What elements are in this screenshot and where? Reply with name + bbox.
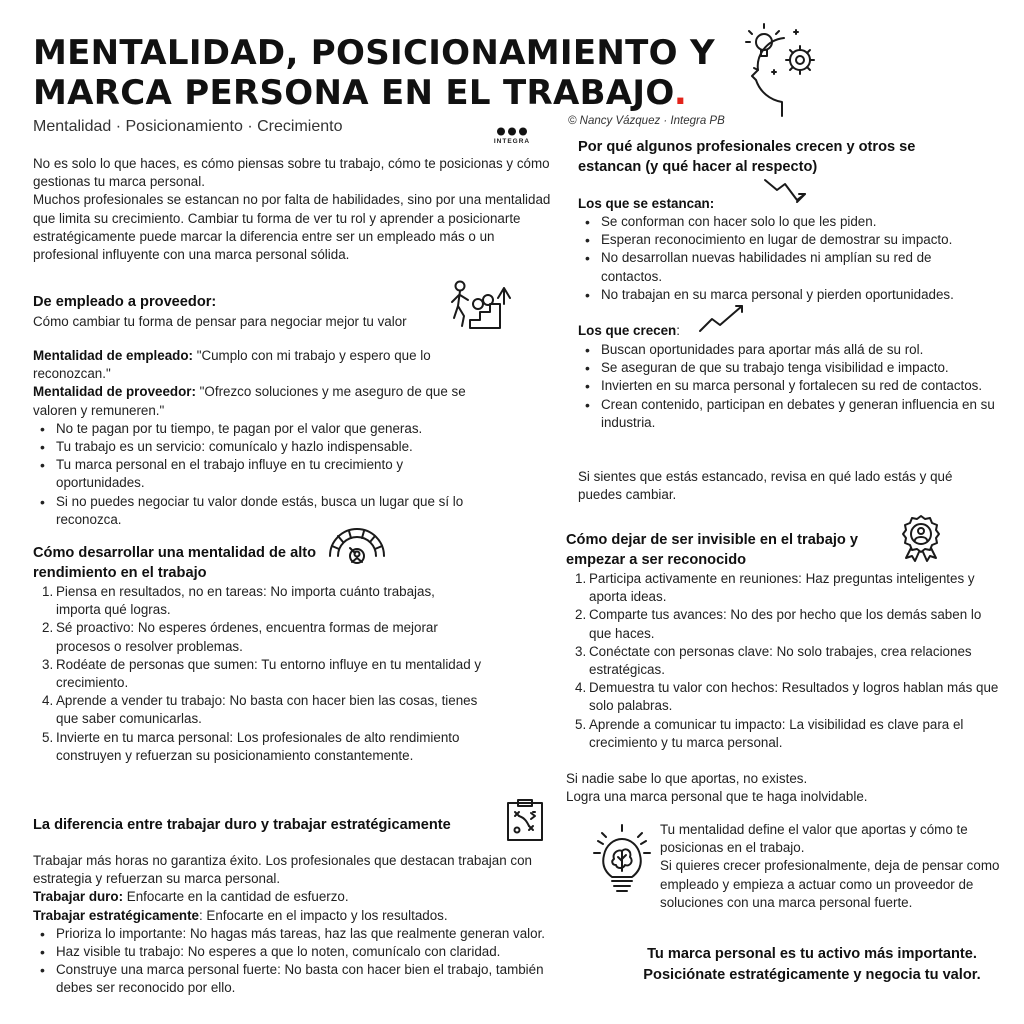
grow-list xyxy=(578,341,1008,432)
gauge-icon xyxy=(326,526,388,572)
stagnant-label: Los que se estancan: xyxy=(578,196,715,211)
list-item: 2. Sé proactivo: No esperes órdenes, encuentra formas de mejorar procesos o resolver problemas. xyxy=(42,620,438,654)
integra-logo-icon xyxy=(490,126,534,137)
list-item: 3. Rodéate de personas que sumen: Tu entorno influye en tu mentalidad y crecimiento. xyxy=(42,656,482,691)
trend-down-icon xyxy=(763,176,815,206)
list-item: • Construye una marca personal fuerte: No basta con hacer bien el trabajo, también debes ser reconocido por ello. xyxy=(33,961,578,997)
list-item: • Se conforman con hacer solo lo que les piden. xyxy=(578,213,993,231)
list-item: 1. Participa activamente en reuniones: Haz preguntas inteligentes y aporta ideas. xyxy=(575,571,975,605)
visibility-list xyxy=(566,570,1006,752)
intro-paragraph-2: Muchos profesionales se estancan no por falta de habilidades, sino por una mentalidad que limita su crecimiento. Cambiar tu forma de ver tu rol y aprender a posicionarte estratégicamente puede marcar la diferencia entre ser un empleado más o un profesional influyente con una marca personal sólida. xyxy=(33,192,551,263)
intro-paragraph-1: No es solo lo que haces, es cómo piensas sobre tu trabajo, cómo te posicionas y cómo gestionas tu marca personal. xyxy=(33,156,550,190)
employee-provider-heading: De empleado a proveedor: xyxy=(33,294,217,310)
performance-list-block xyxy=(33,583,483,765)
page-subtitle: Mentalidad · Posicionamiento · Crecimiento xyxy=(33,118,343,135)
strategy-bullet-list xyxy=(33,925,578,998)
summary-text xyxy=(660,821,1000,912)
provider-mindset-line: Mentalidad de proveedor: "Ofrezco soluciones y me aseguro de que se valoren y remuneren." xyxy=(33,384,466,418)
list-item: • No te pagan por tu tiempo, te pagan por el valor que generas. xyxy=(33,420,483,438)
clipboard-strategy-icon xyxy=(505,796,545,842)
visibility-closing-2: Logra una marca personal que te haga inolvidable. xyxy=(566,789,868,805)
growth-heading: Por qué algunos profesionales crecen y otros se estancan (y qué hacer al respecto) xyxy=(578,139,916,175)
list-item: 4. Aprende a vender tu trabajo: No basta con hacer bien las cosas, tienes que saber comunicarlas. xyxy=(42,693,478,727)
list-item: 4. Demuestra tu valor con hechos: Resultados y logros hablan más que solo palabras. xyxy=(575,680,999,714)
summary-paragraph-2: Si quieres crecer profesionalmente, deja de pensar como empleado y empieza a actuar como un proveedor de soluciones con una marca personal fuerte. xyxy=(660,858,1000,910)
list-item: • Esperan reconocimiento en lugar de demostrar su impacto. xyxy=(578,231,993,249)
list-item: • Si no puedes negociar tu valor donde estás, busca un lugar que sí lo reconozca. xyxy=(33,493,483,529)
head-gears-icon xyxy=(742,20,834,120)
list-item: • Buscan oportunidades para aportar más allá de su rol. xyxy=(578,341,1008,359)
stagnant-list-block xyxy=(578,213,993,304)
strategy-heading: La diferencia entre trabajar duro y trabajar estratégicamente xyxy=(33,817,451,833)
integra-logo-text: INTEGRA xyxy=(493,138,531,145)
intro-text xyxy=(33,155,553,264)
list-item: 1. Piensa en resultados, no en tareas: No importa cuánto trabajas, importa qué logras. xyxy=(42,584,435,618)
visibility-closing xyxy=(566,770,1006,806)
list-item: • Crean contenido, participan en debates y generan influencia en su industria. xyxy=(578,396,1008,432)
award-icon xyxy=(900,514,942,562)
list-item: • No trabajan en su marca personal y pierden oportunidades. xyxy=(578,286,993,304)
list-item: • Prioriza lo importante: No hagas más tareas, haz las que realmente generan valor. xyxy=(33,925,578,943)
performance-heading: Cómo desarrollar una mentalidad de alto rendimiento en el trabajo xyxy=(33,545,317,581)
trend-up-icon xyxy=(698,303,746,335)
hard-work-line: Trabajar duro: Enfocarte en la cantidad de esfuerzo. xyxy=(33,889,349,905)
page-title: MENTALIDAD, POSICIONAMIENTO Y MARCA PERSONA EN EL TRABAJO. xyxy=(33,33,715,113)
grow-label-line: Los que crecen: xyxy=(578,323,680,338)
employee-mindset-line: Mentalidad de empleado: "Cumplo con mi trabajo y espero que lo reconozcan." xyxy=(33,348,431,382)
list-item: • Tu marca personal en el trabajo influye en tu crecimiento y oportunidades. xyxy=(33,456,483,492)
list-item: 5. Invierte en tu marca personal: Los profesionales de alto rendimiento construyen y refuerzan su posicionamiento constantemente. xyxy=(42,729,460,763)
list-item: • Haz visible tu trabajo: No esperes a que lo noten, comunícalo con claridad. xyxy=(33,943,578,961)
strategy-intro: Trabajar más horas no garantiza éxito. Los profesionales que destacan trabajan con estrategia y refuerzan su marca personal. xyxy=(33,853,532,887)
performance-list xyxy=(33,583,483,765)
list-item: 2. Comparte tus avances: No des por hecho que los demás saben lo que haces. xyxy=(575,607,982,641)
grow-list-block xyxy=(578,341,1008,432)
list-item: 5. Aprende a comunicar tu impacto: La visibilidad es clave para el crecimiento y tu marca personal. xyxy=(575,716,964,750)
visibility-closing-1: Si nadie sabe lo que aportas, no existes. xyxy=(566,771,808,786)
brain-bulb-icon xyxy=(592,823,652,895)
list-item: • No desarrollan nuevas habilidades ni amplían su red de contactos. xyxy=(578,249,993,285)
author-credit: © Nancy Vázquez · Integra PB xyxy=(568,115,725,127)
summary-paragraph-1: Tu mentalidad define el valor que aportas y cómo te posicionas en el trabajo. xyxy=(660,822,968,856)
smart-work-line: Trabajar estratégicamente: Enfocarte en el impacto y los resultados. xyxy=(33,907,448,923)
growth-closing: Si sientes que estás estancado, revisa en qué lado estás y qué puedes cambiar. xyxy=(578,469,953,503)
visibility-heading: Cómo dejar de ser invisible en el trabajo y empezar a ser reconocido xyxy=(566,532,858,568)
integra-logo xyxy=(490,126,534,148)
list-item: • Invierten en su marca personal y fortalecen su red de contactos. xyxy=(578,377,1008,395)
list-item: 3. Conéctate con personas clave: No solo trabajes, crea relaciones estratégicas. xyxy=(575,643,972,678)
employee-bullet-list xyxy=(33,420,483,529)
climbing-steps-icon xyxy=(448,280,512,332)
employee-provider-subheading: Cómo cambiar tu forma de pensar para negociar mejor tu valor xyxy=(33,314,407,329)
list-item: • Se aseguran de que su trabajo tenga visibilidad e impacto. xyxy=(578,359,1008,377)
employee-mindset-block xyxy=(33,347,483,529)
list-item: • Tu trabajo es un servicio: comunícalo y hazlo indispensable. xyxy=(33,438,483,456)
stagnant-list xyxy=(578,213,993,304)
visibility-list-block xyxy=(566,570,1006,752)
final-message: Tu marca personal es tu activo más importante. Posiciónate estratégicamente y negocia tu valor. xyxy=(643,946,981,983)
strategy-block xyxy=(33,852,578,998)
